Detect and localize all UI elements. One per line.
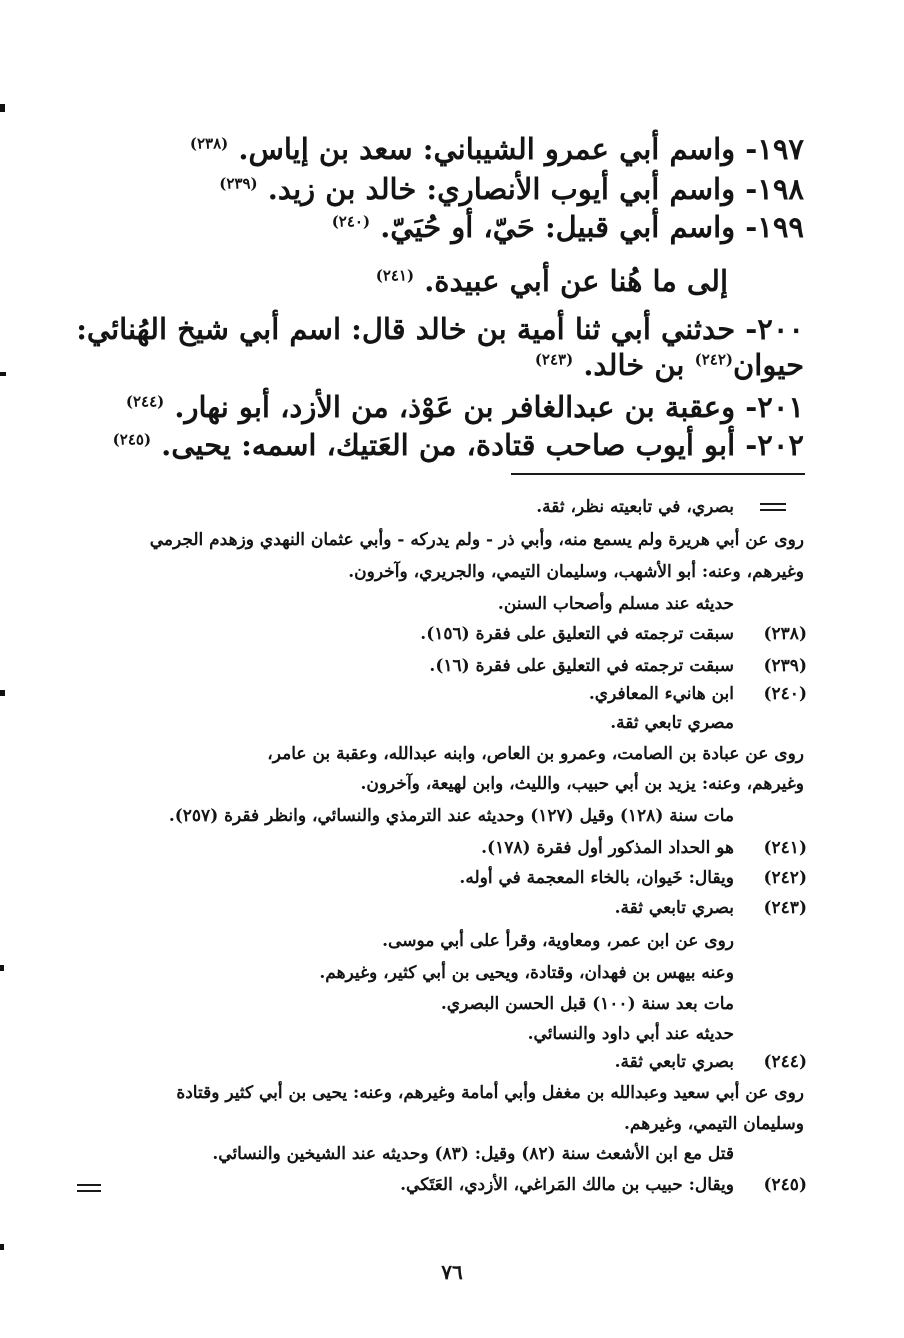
footnote-number: (٢٤٢) xyxy=(763,868,807,888)
footnote-separator xyxy=(511,473,805,475)
footnote-244-line: بصري تابعي ثقة. xyxy=(614,1052,734,1072)
footnote-number: (٢٤٤) xyxy=(763,1052,807,1072)
footnote-240-line: وغيرهم، وعنه: يزيد بن أبي حبيب، والليث، وابن لهيعة، وآخرون. xyxy=(360,774,804,794)
footnote-245: ويقال: حبيب بن مالك المَراغي، الأزدي، العَتَكي. xyxy=(400,1175,734,1195)
footnote-239: سبقت ترجمته في التعليق على فقرة (١٦). xyxy=(429,656,734,676)
footnote-number: (٢٣٨) xyxy=(763,624,807,644)
continuation-mark xyxy=(760,503,786,513)
footnote-244-line: وسليمان التيمي، وغيرهم. xyxy=(624,1114,804,1134)
footnote-240-line: ابن هانيء المعافري. xyxy=(588,684,734,704)
footnote-238: سبقت ترجمته في التعليق على فقرة (١٥٦). xyxy=(420,624,734,644)
footnote-243-line: حديثه عند أبي داود والنسائي. xyxy=(527,1024,734,1044)
footnote-243-line: بصري تابعي ثقة. xyxy=(614,898,734,918)
footnote-number: (٢٣٩) xyxy=(763,656,807,676)
page-number: ٧٦ xyxy=(441,1260,463,1284)
footnote-243-line: مات بعد سنة (١٠٠) قبل الحسن البصري. xyxy=(440,994,734,1014)
footnote-cont-line: حديثه عند مسلم وأصحاب السنن. xyxy=(497,594,734,614)
entry-201: ٢٠١- وعقبة بن عبدالغافر بن عَوْذ، من الأزد، أبو نهار. $^{(٢٤٤)}$ xyxy=(125,390,804,424)
footnote-cont-line: بصري، في تابعيته نظر، ثقة. xyxy=(536,497,734,517)
entry-198: ١٩٨- واسم أبي أيوب الأنصاري: خالد بن زيد. $^{(٢٣٩)}$ xyxy=(219,172,804,206)
footnote-244-line: قتل مع ابن الأشعث سنة (٨٢) وقيل: (٨٣) وحديثه عند الشيخين والنسائي. xyxy=(212,1144,734,1164)
footnote-240-line: مات سنة (١٢٨) وقيل (١٢٧) وحديثه عند الترمذي والنسائي، وانظر فقرة (٢٥٧). xyxy=(168,806,734,826)
margin-mark xyxy=(0,965,4,971)
footnote-241: هو الحداد المذكور أول فقرة (١٧٨). xyxy=(481,838,734,858)
footnote-240-line: روى عن عبادة بن الصامت، وعمرو بن العاص، وابنه عبدالله، وعقبة بن عامر، xyxy=(267,744,804,764)
footnote-242: ويقال: خَيوان، بالخاء المعجمة في أوله. xyxy=(459,868,734,888)
entry-202: ٢٠٢- أبو أيوب صاحب قتادة، من العَتيك، اسمه: يحيى. $^{(٢٤٥)}$ xyxy=(112,428,804,462)
footnote-number: (٢٤٣) xyxy=(763,898,807,918)
entry-200-cont: حيوان$^{(٢٤٢)}$ بن خالد. $^{(٢٤٣)}$ xyxy=(534,348,804,382)
entry-end-abu-ubayda: إلى ما هُنا عن أبي عبيدة. $^{(٢٤١)}$ xyxy=(375,264,728,298)
footnote-cont-line: روى عن أبي هريرة ولم يسمع منه، وأبي ذر - ولم يدركه - وأبي عثمان النهدي وزهدم الجرمي xyxy=(149,530,804,550)
footnote-cont-line: وغيرهم، وعنه: أبو الأشهب، وسليمان التيمي، والجريري، وآخرون. xyxy=(348,562,804,582)
footnote-244-line: روى عن أبي سعيد وعبدالله بن مغفل وأبي أمامة وغيرهم، وعنه: يحيى بن أبي كثير وقتادة xyxy=(176,1083,804,1103)
footnote-243-line: وعنه بيهس بن فهدان، وقتادة، ويحيى بن أبي كثير، وغيرهم. xyxy=(319,963,734,983)
footnote-number: (٢٤١) xyxy=(763,838,807,858)
footnote-number: (٢٤٠) xyxy=(763,684,807,704)
entry-199: ١٩٩- واسم أبي قبيل: حَيّ، أو حُيَيّ. $^{(٢٤٠)}$ xyxy=(331,210,804,244)
continuation-mark xyxy=(77,1184,101,1194)
footnote-243-line: روى عن ابن عمر، ومعاوية، وقرأ على أبي موسى. xyxy=(382,931,734,951)
footnote-number: (٢٤٥) xyxy=(763,1175,807,1195)
entry-200: ٢٠٠- حدثني أبي ثنا أمية بن خالد قال: اسم أبي شيخ الهُنائي: xyxy=(76,312,804,346)
margin-mark xyxy=(0,372,6,376)
margin-mark xyxy=(0,104,5,112)
margin-mark xyxy=(0,690,5,696)
entry-197: ١٩٧- واسم أبي عمرو الشيباني: سعد بن إياس. $^{(٢٣٨)}$ xyxy=(189,132,804,166)
margin-mark xyxy=(0,1244,4,1250)
footnote-240-line: مصري تابعي ثقة. xyxy=(610,713,734,733)
